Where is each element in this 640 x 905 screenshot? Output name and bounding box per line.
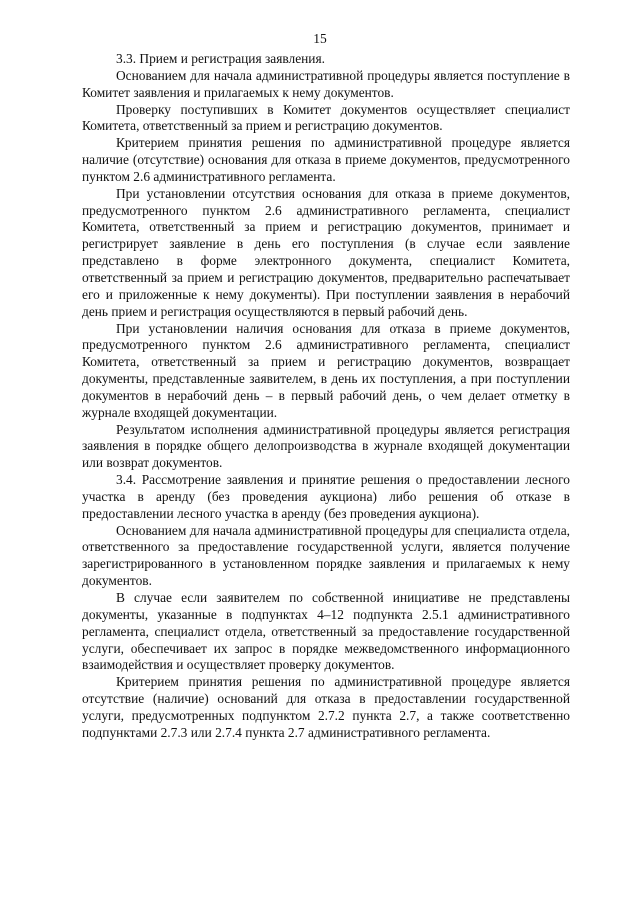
paragraph: Критерием принятия решения по административной процедуре является отсутствие (наличие) оснований для отказа в предоставлении государственной услуги, предусмотренных подпунктом 2.7.2 пункта 2.7, а также соответственно подпунктами 2.7.3 или 2.7.4 пункта 2.7 административного регламента. (82, 674, 570, 740)
section-heading-3-4: 3.4. Рассмотрение заявления и принятие решения о предоставлении лесного участка в аренду (без проведения аукциона) либо решения об отказе в предоставлении лесного участка в аренду (без проведения аукциона). (82, 472, 570, 521)
document-body (82, 51, 570, 742)
paragraph: При установлении отсутствия основания для отказа в приеме документов, предусмотренного пунктом 2.6 административного регламента, специалист Комитета, ответственный за прием и регистрацию документов, принимает и регистрирует заявление в день его поступления (в случае если заявление представлено в форме электронного документа, специалист Комитета, ответственный за прием и регистрацию документов, предварительно распечатывает его и приложенные к нему документы). При поступлении заявления в нерабочий день прием и регистрация осуществляются в первый рабочий день. (82, 185, 570, 319)
paragraph: Критерием принятия решения по административной процедуре является наличие (отсутствие) основания для отказа в приеме документов, предусмотренного пунктом 2.6 административного регламента. (82, 135, 570, 184)
page-number: 15 (313, 31, 327, 46)
section-heading-3-3: 3.3. Прием и регистрация заявления. (116, 51, 325, 66)
paragraph: Результатом исполнения административной процедуры является регистрация заявления в порядке общего делопроизводства в журнале входящей документации или возврат документов. (82, 421, 570, 471)
paragraph: Проверку поступивших в Комитет документов осуществляет специалист Комитета, ответственный за прием и регистрацию документов. (82, 101, 570, 134)
paragraph: При установлении наличия основания для отказа в приеме документов, предусмотренного пунктом 2.6 административного регламента, специалист Комитета, ответственный за прием и регистрацию документов, возвращает документы, представленные заявителем, в день их поступления, а при поступлении документов в нерабочий день – в первый рабочий день, о чем делает отметку в журнале входящей документации. (82, 320, 570, 420)
paragraph: Основанием для начала административной процедуры для специалиста отдела, ответственного за предоставление государственной услуги, является получение зарегистрированного в установленном порядке заявления и прилагаемых к нему документов. (82, 522, 570, 589)
paragraph: В случае если заявителем по собственной инициативе не представлены документы, указанные в подпунктах 4–12 подпункта 2.5.1 административного регламента, специалист отдела, ответственный за предоставление государственной услуги, обеспечивает их запрос в порядке межведомственного информационного взаимодействия и осуществляет проверку документов. (82, 590, 570, 673)
paragraph: Основанием для начала административной процедуры является поступление в Комитет заявления и прилагаемых к нему документов. (82, 67, 570, 100)
